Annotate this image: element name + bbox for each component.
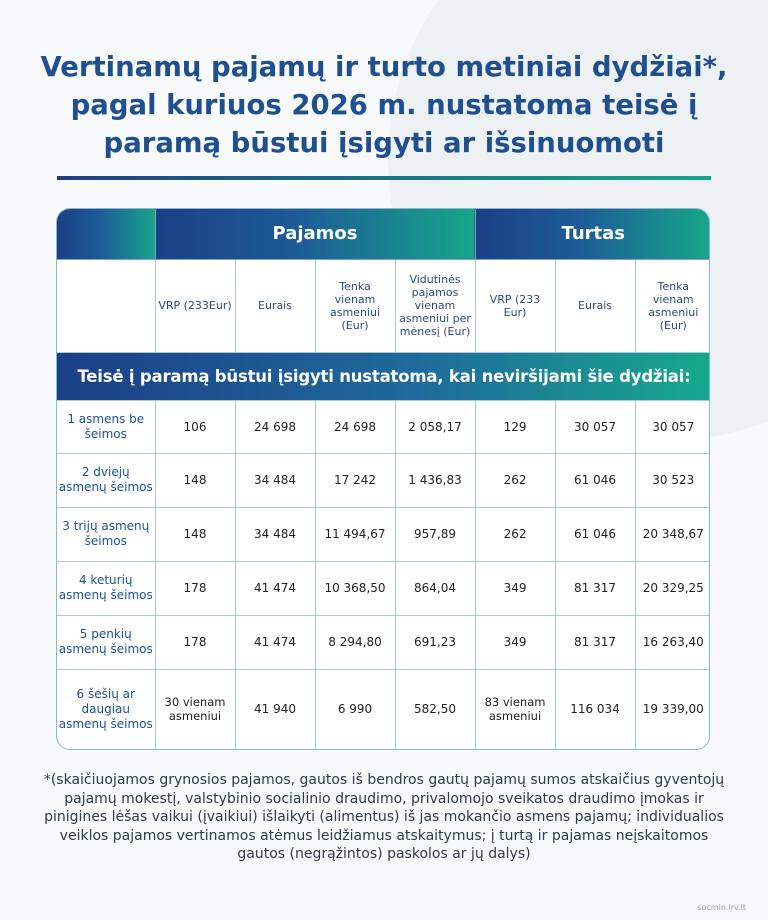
notice-banner: Teisė į paramą būstui įsigyti nustatoma, kai neviršijami šie dydžiai: xyxy=(57,352,710,400)
table-cell: 20 348,67 xyxy=(635,507,710,561)
table-cell: 41 474 xyxy=(235,615,315,669)
table-cell: 61 046 xyxy=(555,507,635,561)
table-cell: 10 368,50 xyxy=(315,561,395,615)
group-header-row xyxy=(57,209,710,259)
table-cell: 34 484 xyxy=(235,507,315,561)
table-cell: 20 329,25 xyxy=(635,561,710,615)
table-cell: 2 058,17 xyxy=(395,400,475,453)
table-cell: 30 057 xyxy=(555,400,635,453)
column-header-assets-eur: Eurais xyxy=(555,259,635,352)
corner-cell xyxy=(57,209,155,259)
table-cell: 349 xyxy=(475,561,555,615)
row-label: 2 dviejų asmenų šeimos xyxy=(57,453,155,507)
table-cell: 19 339,00 xyxy=(635,669,710,749)
table-row xyxy=(57,453,710,507)
column-header-assets-per-person: Tenka vienam asmeniui (Eur) xyxy=(635,259,710,352)
footnote: *(skaičiuojamos grynosios pajamos, gautos iš bendros gautų pajamų sumos atskaičius gyventojų pajamų mokestį, valstybinio socialinio draudimo, privalomojo sveikatos draudimo įmokas ir pinigines lėšas vaikui (įvaikiui) išlaikyti (alimentus) iš jas mokančio asmens pajamų; individualios veiklos pajamos vertinamos atėmus leidžiamus atskaitymus; į turtą ir pajamas neįskaitomos gautos (negrąžintos) paskolos ar jų dalys) xyxy=(43,772,725,862)
table-cell: 24 698 xyxy=(315,400,395,453)
page-title xyxy=(20,48,748,162)
column-header-assets-vrp: VRP (233 Eur) xyxy=(475,259,555,352)
table-cell: 129 xyxy=(475,400,555,453)
title-line-1: Vertinamų pajamų ir turto metiniai dydžiai*, xyxy=(40,51,728,83)
table-row xyxy=(57,615,710,669)
table-cell: 81 317 xyxy=(555,615,635,669)
table-cell: 41 474 xyxy=(235,561,315,615)
column-header-income-eur: Eurais xyxy=(235,259,315,352)
table-cell: 148 xyxy=(155,453,235,507)
table-cell: 11 494,67 xyxy=(315,507,395,561)
row-label: 4 keturių asmenų šeimos xyxy=(57,561,155,615)
source-credit: socmin.lrv.lt xyxy=(697,903,746,912)
table-cell: 81 317 xyxy=(555,561,635,615)
column-header-income-vrp: VRP (233Eur) xyxy=(155,259,235,352)
title-line-3: paramą būstui įsigyti ar išsinuomoti xyxy=(103,127,665,159)
table-row xyxy=(57,561,710,615)
row-label: 6 šešių ar daugiau asmenų šeimos xyxy=(57,669,155,749)
table-cell: 34 484 xyxy=(235,453,315,507)
table-cell: 24 698 xyxy=(235,400,315,453)
table-row xyxy=(57,507,710,561)
table-cell: 148 xyxy=(155,507,235,561)
table-row xyxy=(57,669,710,749)
column-header-blank xyxy=(57,259,155,352)
title-line-2: pagal kuriuos 2026 m. nustatoma teisė į xyxy=(70,89,698,121)
table-cell: 17 242 xyxy=(315,453,395,507)
row-label: 3 trijų asmenų šeimos xyxy=(57,507,155,561)
table-cell: 61 046 xyxy=(555,453,635,507)
column-header-income-per-person: Tenka vienam asmeniui (Eur) xyxy=(315,259,395,352)
table-cell: 1 436,83 xyxy=(395,453,475,507)
column-header-income-monthly: Vidutinės pajamos vienam asmeniui per mėnesį (Eur) xyxy=(395,259,475,352)
table-cell: 106 xyxy=(155,400,235,453)
table-cell: 262 xyxy=(475,453,555,507)
table-cell: 262 xyxy=(475,507,555,561)
table-cell: 957,89 xyxy=(395,507,475,561)
row-label: 5 penkių asmenų šeimos xyxy=(57,615,155,669)
table-cell: 30 vienam asmeniui xyxy=(155,669,235,749)
table-cell: 41 940 xyxy=(235,669,315,749)
table-cell: 691,23 xyxy=(395,615,475,669)
table-cell: 6 990 xyxy=(315,669,395,749)
thresholds-table xyxy=(56,208,710,750)
title-underline xyxy=(57,176,711,180)
group-income-header: Pajamos xyxy=(155,209,475,259)
table-row xyxy=(57,400,710,453)
notice-row xyxy=(57,352,710,400)
table-cell: 83 vienam asmeniui xyxy=(475,669,555,749)
group-assets-header: Turtas xyxy=(475,209,710,259)
table-cell: 30 523 xyxy=(635,453,710,507)
column-header-row xyxy=(57,259,710,352)
table-cell: 16 263,40 xyxy=(635,615,710,669)
table-cell: 116 034 xyxy=(555,669,635,749)
table-body xyxy=(57,400,710,749)
table-cell: 349 xyxy=(475,615,555,669)
table-cell: 178 xyxy=(155,615,235,669)
row-label: 1 asmens be šeimos xyxy=(57,400,155,453)
table-cell: 30 057 xyxy=(635,400,710,453)
table-cell: 178 xyxy=(155,561,235,615)
table-cell: 582,50 xyxy=(395,669,475,749)
table-cell: 864,04 xyxy=(395,561,475,615)
table-cell: 8 294,80 xyxy=(315,615,395,669)
